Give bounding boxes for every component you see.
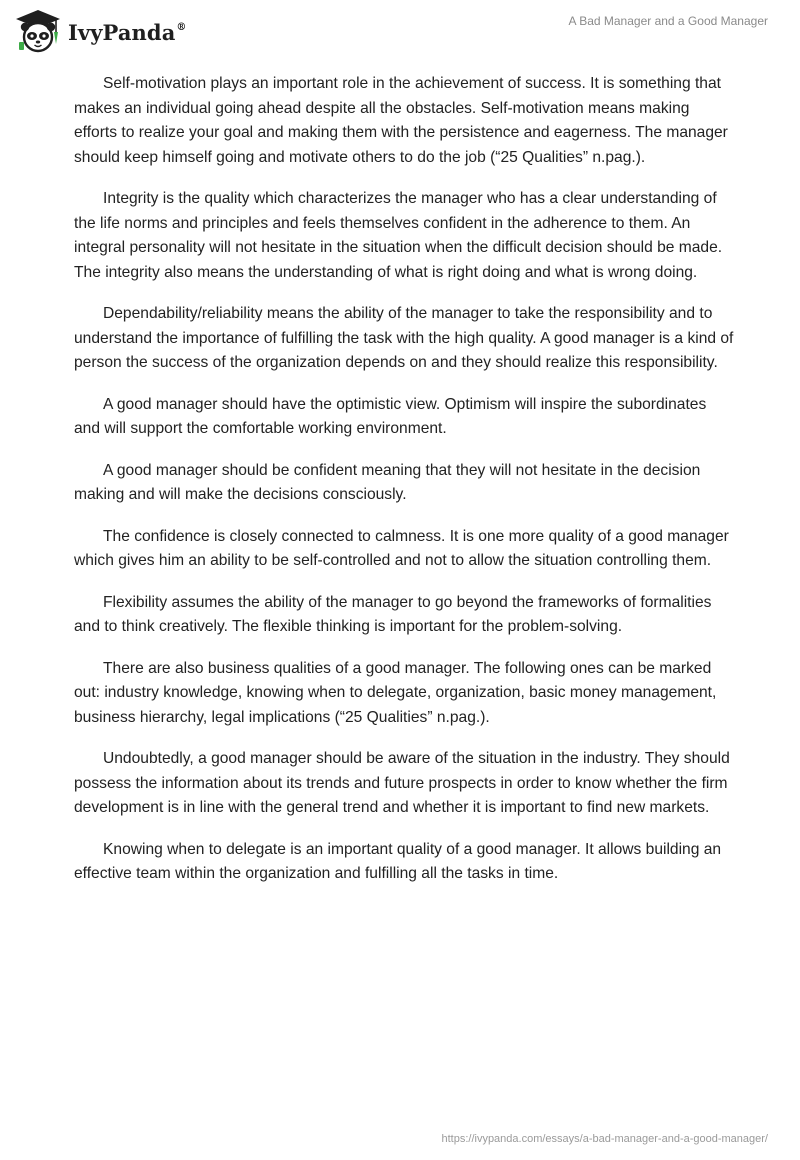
paragraph: Self-motivation plays an important role in the achievement of success. It is something that makes an individual going ahead despite all the obstacles. Self-motivation means making efforts to realize your goal and making them with the persistence and eagerness. The manager should keep himself going and motivate others to do the job (“25 Qualities” n.pag.). xyxy=(74,75,728,166)
paragraph: There are also business qualities of a good manager. The following ones can be marked out: industry knowledge, knowing when to delegate, organization, basic money management, business hierarchy, legal implications (“25 Qualities” n.pag.). xyxy=(74,659,717,726)
paragraph: A good manager should be confident meaning that they will not hesitate in the decision making and will make the decisions consciously. xyxy=(74,461,701,503)
page-header xyxy=(0,0,800,64)
brand-name: IvyPanda® xyxy=(68,19,187,45)
registered-mark: ® xyxy=(176,21,187,33)
paragraph: Dependability/reliability means the ability of the manager to take the responsibility and to understand the importance of fulfilling the task with the high quality. A good manager is a kind of person the success of the organization depends on and they should realize this responsibility. xyxy=(74,305,734,371)
paragraph: Undoubtedly, a good manager should be aware of the situation in the industry. They should possess the information about its trends and future prospects in order to know whether the firm development is in line with the general trend and whether it is important to find new markets. xyxy=(74,750,730,816)
essay-body xyxy=(74,72,734,904)
paragraph: A good manager should have the optimistic view. Optimism will inspire the subordinates and will support the comfortable working environment. xyxy=(74,395,707,437)
panda-graduate-icon xyxy=(14,8,62,54)
paragraph: Integrity is the quality which characterizes the manager who has a clear understanding of the life norms and principles and feels themselves confident in the adherence to them. An integral personality will not hesitate in the situation when the difficult decision should be made. The integrity also means the understanding of what is right doing and what is wrong doing. xyxy=(74,190,723,281)
paragraph: Flexibility assumes the ability of the manager to go beyond the frameworks of formalities and to think creatively. The flexible thinking is important for the problem-solving. xyxy=(74,593,712,635)
paragraph: Knowing when to delegate is an important quality of a good manager. It allows building an effective team within the organization and fulfilling all the tasks in time. xyxy=(74,840,722,882)
brand-logo-link[interactable] xyxy=(14,8,187,54)
source-url-link[interactable]: https://ivypanda.com/essays/a-bad-manager-and-a-good-manager/ xyxy=(441,1133,768,1145)
paragraph: The confidence is closely connected to calmness. It is one more quality of a good manager which gives him an ability to be self-controlled and not to allow the situation controlling them. xyxy=(74,527,729,569)
document-title: A Bad Manager and a Good Manager xyxy=(568,14,768,28)
